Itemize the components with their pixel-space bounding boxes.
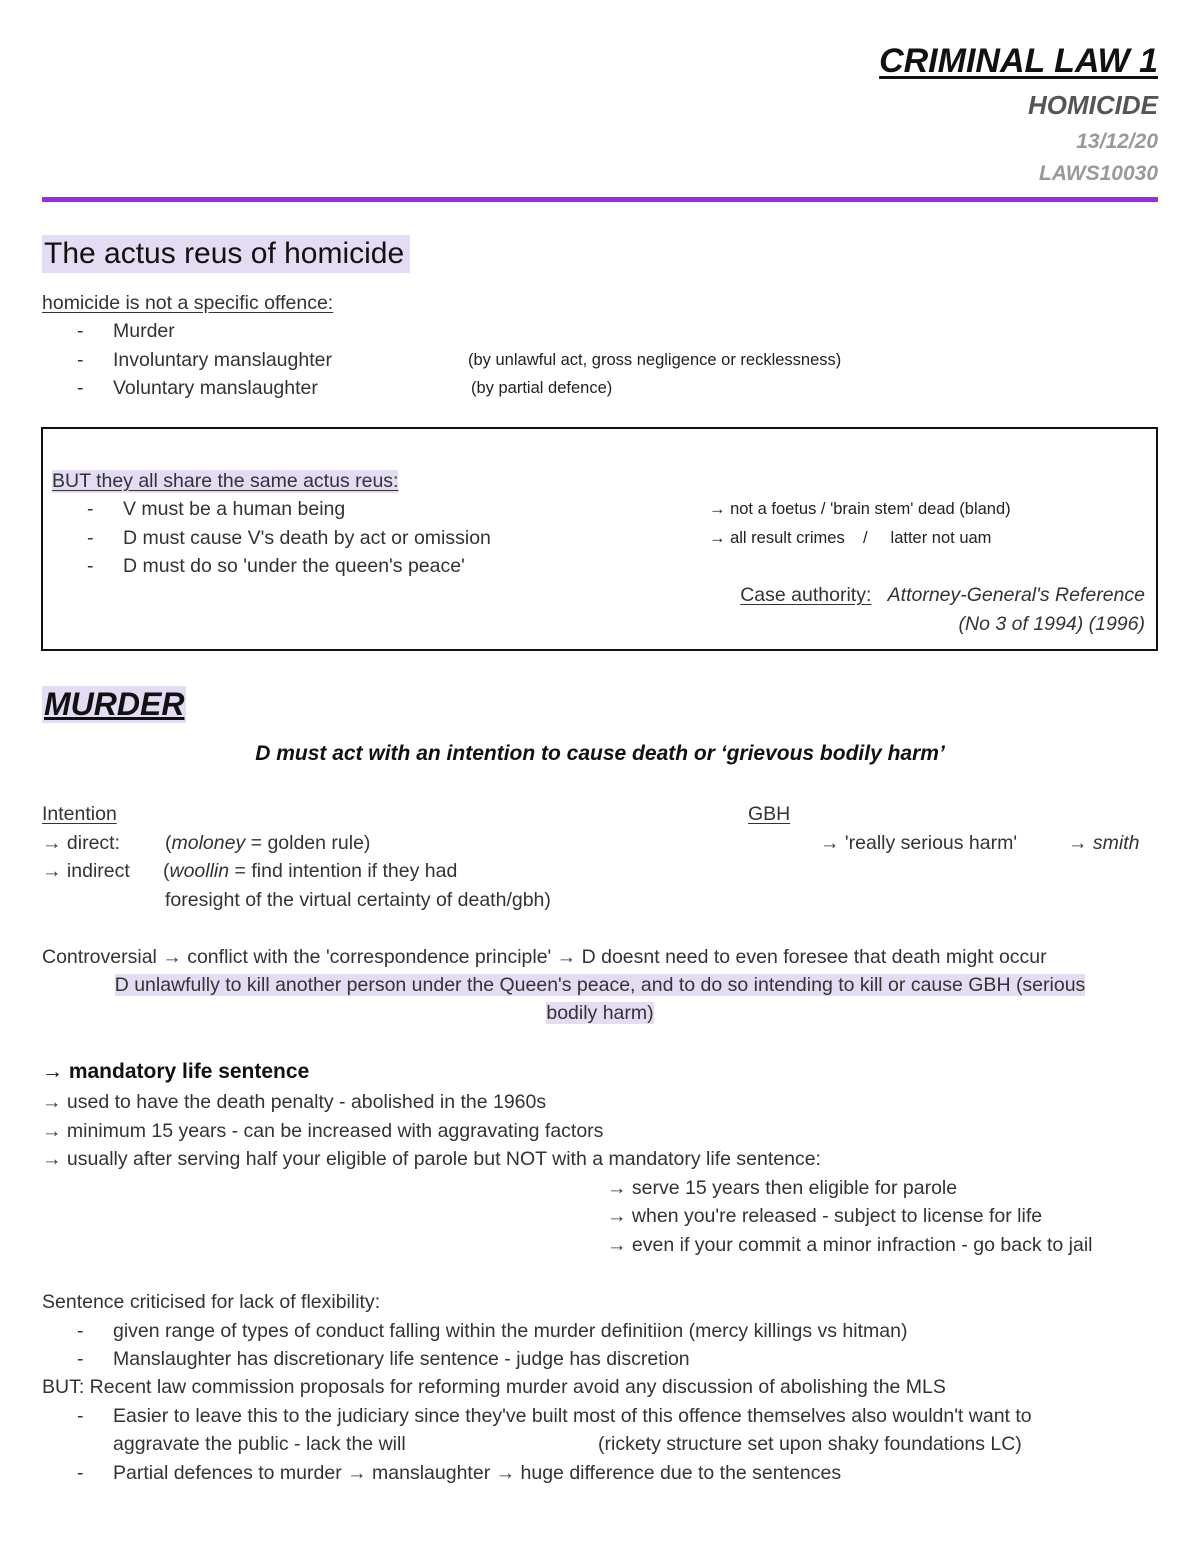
- box-item-note: → not a foetus / 'brain stem' dead (bland): [709, 500, 1011, 518]
- box-item: D must cause V's death by act or omission: [123, 527, 491, 549]
- criticism-point: Manslaughter has discretionary life sentence - judge has discretion: [113, 1348, 690, 1370]
- criticism-point: given range of types of conduct falling within the murder definitiion (mercy killings vs hitman): [113, 1320, 908, 1342]
- offences-intro: homicide is not a specific offence:: [42, 292, 334, 314]
- case-authority-name: Attorney-General's Reference: [887, 584, 1145, 606]
- list-bullet: -: [77, 320, 84, 342]
- definition-line: D unlawfully to kill another person under the Queen's peace, and to do so intending to kill or cause GBH (serious: [114, 974, 1086, 996]
- controversial-note: Controversial → conflict with the 'correspondence principle' → D doesnt need to even foresee that death might occur: [42, 946, 1047, 968]
- list-bullet: -: [77, 1405, 84, 1427]
- offence-label: Voluntary manslaughter: [113, 377, 318, 399]
- definition-line: bodily harm): [546, 1002, 654, 1024]
- offence-label: Murder: [113, 320, 175, 342]
- reform-point: Easier to leave this to the judiciary since they've built most of this offence themselves also wouldn't want to: [113, 1405, 1032, 1427]
- sentence-heading: → mandatory life sentence: [42, 1060, 310, 1083]
- direct-intention-label: → direct:: [42, 832, 121, 854]
- section-heading-actus-reus: The actus reus of homicide: [42, 235, 410, 273]
- case-name: moloney: [171, 832, 246, 854]
- list-bullet: -: [77, 377, 84, 399]
- box-item-note: → all result crimes / latter not uam: [709, 529, 992, 547]
- list-bullet: -: [77, 1320, 84, 1342]
- case-name: smith: [1092, 832, 1140, 854]
- sentence-point: → usually after serving half your eligible of parole but NOT with a mandatory life sentence:: [42, 1148, 821, 1170]
- document-date: 13/12/20: [1076, 130, 1158, 153]
- reform-point-cont: aggravate the public - lack the will: [113, 1433, 406, 1455]
- intention-heading: Intention: [42, 803, 117, 825]
- case-rule: = golden rule): [245, 832, 371, 854]
- indirect-intention-case: (woollin = find intention if they had: [163, 860, 458, 882]
- offence-note: (by partial defence): [471, 379, 613, 397]
- murder-full-definition-cont: [0, 1002, 1200, 1025]
- case-rule: = find intention if they had: [229, 860, 458, 882]
- list-bullet: -: [87, 498, 94, 520]
- offence-label: Involuntary manslaughter: [113, 349, 332, 371]
- course-code: LAWS10030: [1038, 162, 1158, 185]
- offence-note: (by unlawful act, gross negligence or recklessness): [468, 351, 842, 369]
- list-bullet: -: [77, 1348, 84, 1370]
- arrow: →: [1068, 832, 1088, 854]
- box-item: V must be a human being: [123, 498, 346, 520]
- indirect-intention-label: → indirect: [42, 860, 130, 882]
- document-title: CRIMINAL LAW 1: [879, 42, 1158, 80]
- document-subtitle: HOMICIDE: [1028, 90, 1158, 120]
- sentence-subpoint: → when you're released - subject to license for life: [607, 1205, 1043, 1227]
- list-bullet: -: [87, 527, 94, 549]
- list-bullet: -: [77, 349, 84, 371]
- sentence-subpoint: → even if your commit a minor infraction - go back to jail: [607, 1234, 1093, 1256]
- section-heading-murder: MURDER: [44, 686, 185, 722]
- case-name: woollin: [169, 860, 230, 882]
- case-authority-citation: (No 3 of 1994) (1996): [958, 613, 1145, 635]
- gbh-definition: → 'really serious harm': [820, 832, 1018, 854]
- murder-full-definition: [0, 974, 1200, 997]
- reform-point-note: (rickety structure set upon shaky foundations LC): [598, 1433, 1022, 1455]
- header-divider: [42, 197, 1158, 202]
- criticism-intro: Sentence criticised for lack of flexibility:: [42, 1291, 381, 1313]
- list-bullet: -: [77, 1462, 84, 1484]
- murder-definition: D must act with an intention to cause death or ‘grievous bodily harm’: [255, 742, 945, 765]
- box-item: D must do so 'under the queen's peace': [123, 555, 465, 577]
- sentence-point: → used to have the death penalty - abolished in the 1960s: [42, 1091, 547, 1113]
- indirect-intention-cont: foresight of the virtual certainty of death/gbh): [165, 889, 551, 911]
- gbh-heading: GBH: [748, 803, 791, 825]
- sentence-point: → minimum 15 years - can be increased with aggravating factors: [42, 1120, 604, 1142]
- sentence-subpoint: → serve 15 years then eligible for parole: [607, 1177, 958, 1199]
- reform-point: Partial defences to murder → manslaughter → huge difference due to the sentences: [113, 1462, 842, 1484]
- gbh-case: [1068, 832, 1140, 855]
- box-heading: BUT they all share the same actus reus:: [52, 470, 399, 492]
- case-authority-label: Case authority:: [740, 584, 872, 606]
- reform-note: BUT: Recent law commission proposals for reforming murder avoid any discussion of abolishing the MLS: [42, 1376, 946, 1398]
- direct-intention-case: (moloney = golden rule): [165, 832, 371, 854]
- list-bullet: -: [87, 555, 94, 577]
- case-authority: [740, 584, 1145, 607]
